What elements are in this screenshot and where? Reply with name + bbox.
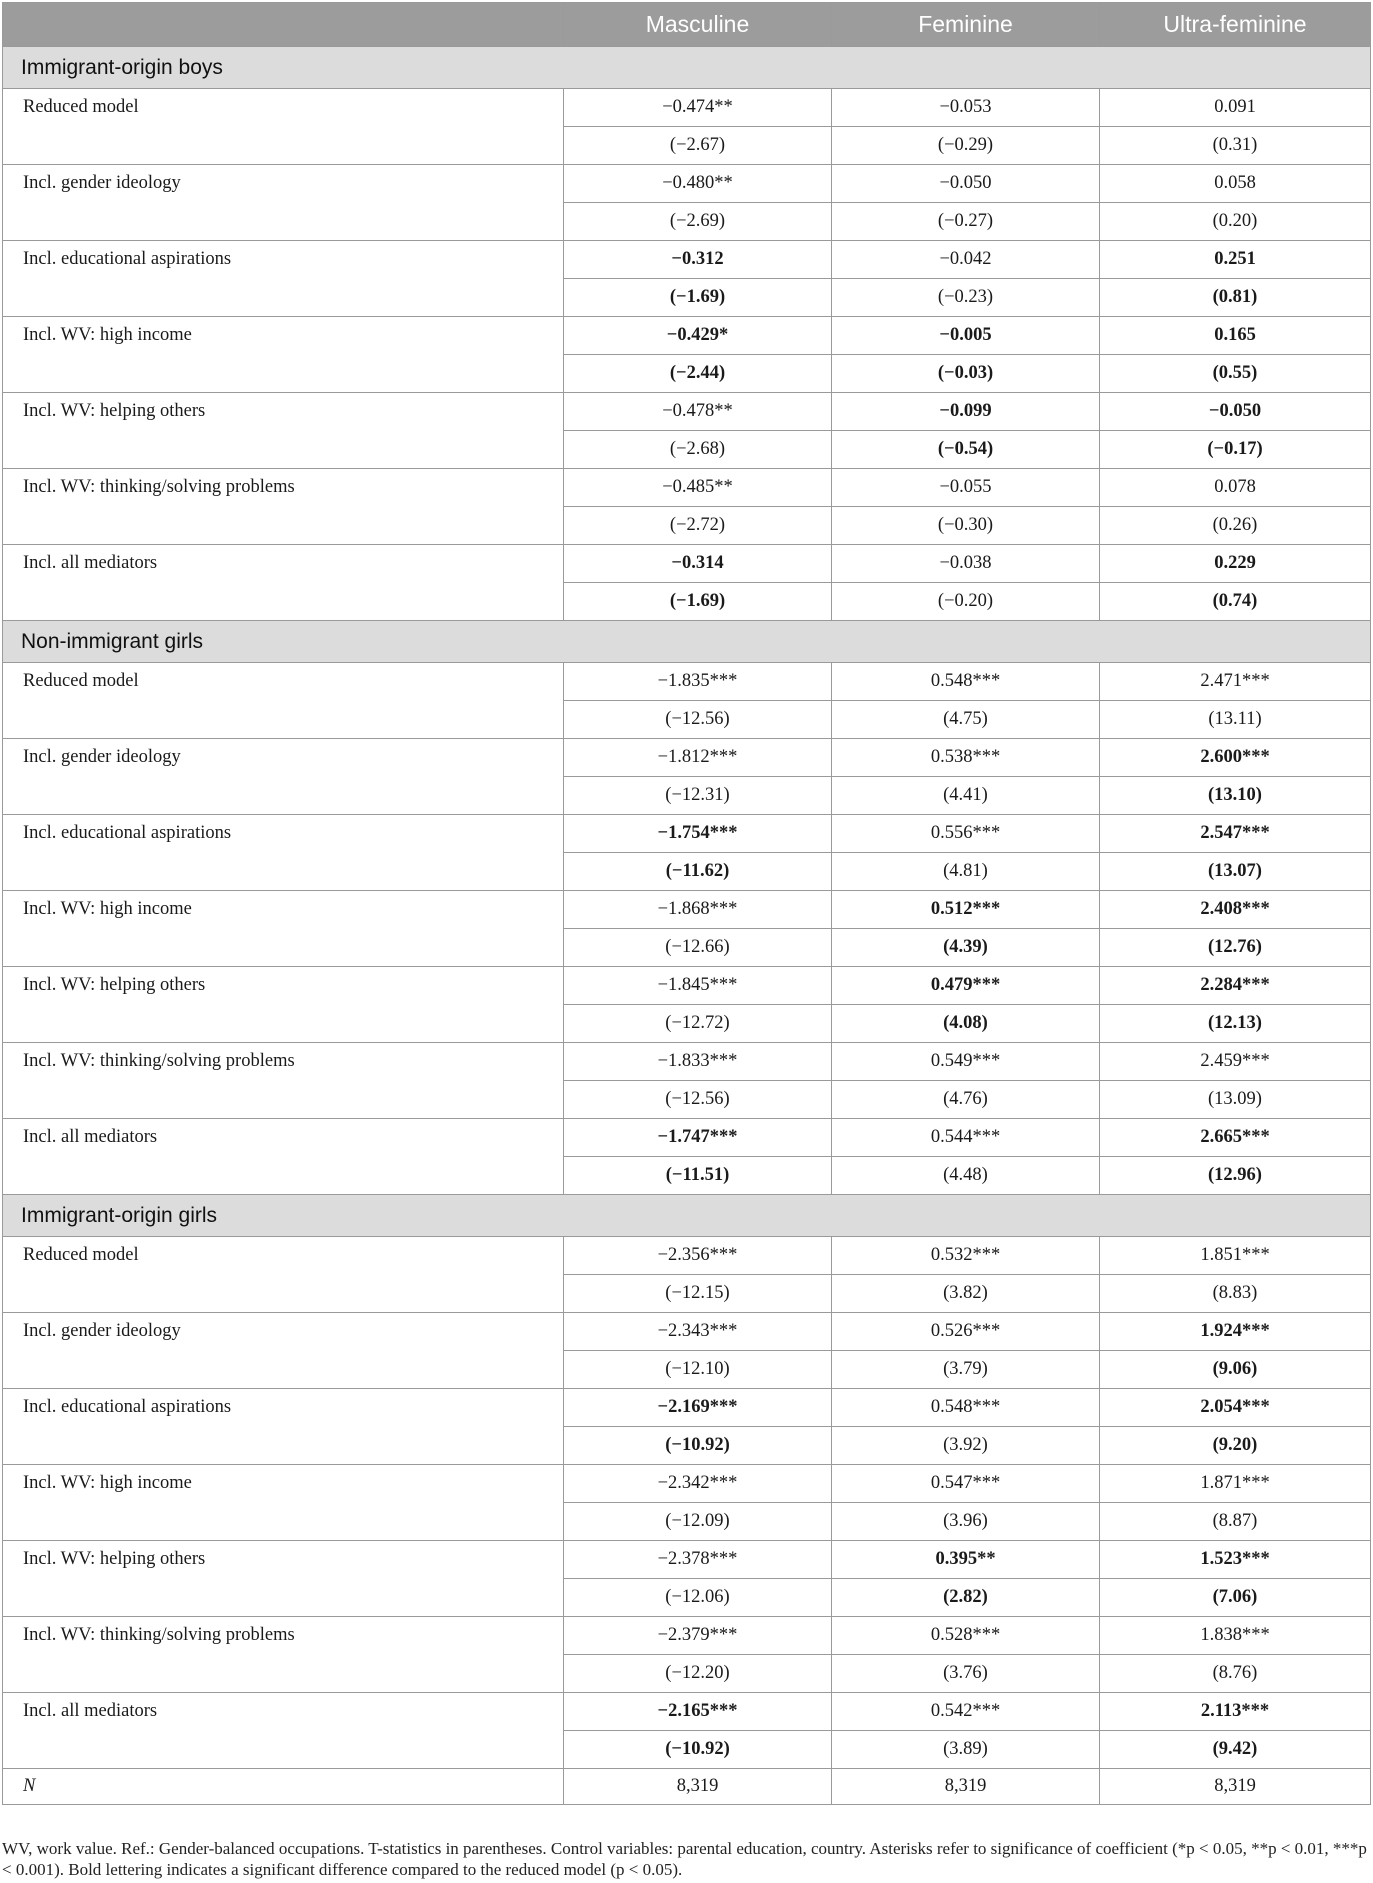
tstat-cell-feminine: (4.81) — [832, 853, 1100, 891]
tstat-cell-feminine: (2.82) — [832, 1579, 1100, 1617]
coef-cell-feminine: −0.038 — [832, 545, 1100, 583]
tstat-cell-feminine: (3.96) — [832, 1503, 1100, 1541]
coef-cell-ultra-feminine: 1.523*** — [1100, 1541, 1371, 1579]
tstat-cell-feminine: (3.89) — [832, 1731, 1100, 1769]
tstat-cell-ultra-feminine: (13.09) — [1100, 1081, 1371, 1119]
tstat-cell-feminine: (3.82) — [832, 1275, 1100, 1313]
coef-cell-feminine: 0.526*** — [832, 1313, 1100, 1351]
coef-cell-ultra-feminine: 2.600*** — [1100, 739, 1371, 777]
tstat-cell-masculine: (−12.56) — [564, 701, 832, 739]
coef-cell-masculine: −0.480** — [564, 165, 832, 203]
coef-cell-masculine: −2.356*** — [564, 1237, 832, 1275]
coef-cell-masculine: −2.169*** — [564, 1389, 832, 1427]
coef-cell-feminine: 0.549*** — [832, 1043, 1100, 1081]
tstat-cell-ultra-feminine: (0.74) — [1100, 583, 1371, 621]
coef-cell-feminine: 0.548*** — [832, 663, 1100, 701]
row-label: Reduced model — [3, 663, 564, 739]
tstat-cell-ultra-feminine: (12.96) — [1100, 1157, 1371, 1195]
row-label: Incl. all mediators — [3, 1119, 564, 1195]
tstat-cell-ultra-feminine: (−0.17) — [1100, 431, 1371, 469]
row-label: Incl. all mediators — [3, 1693, 564, 1769]
coef-cell-feminine: −0.050 — [832, 165, 1100, 203]
sample-size-ultra-feminine: 8,319 — [1100, 1769, 1371, 1805]
header-ultra-feminine: Ultra-feminine — [1100, 3, 1371, 47]
row-label: Incl. educational aspirations — [3, 1389, 564, 1465]
coef-cell-ultra-feminine: 2.054*** — [1100, 1389, 1371, 1427]
tstat-cell-feminine: (−0.23) — [832, 279, 1100, 317]
coef-cell-ultra-feminine: 2.113*** — [1100, 1693, 1371, 1731]
coef-cell-ultra-feminine: 0.165 — [1100, 317, 1371, 355]
tstat-cell-feminine: (4.76) — [832, 1081, 1100, 1119]
row-label: Incl. WV: high income — [3, 891, 564, 967]
row-label: Incl. WV: thinking/solving problems — [3, 1617, 564, 1693]
tstat-cell-feminine: (−0.20) — [832, 583, 1100, 621]
table-header — [3, 3, 1371, 47]
tstat-cell-feminine: (3.76) — [832, 1655, 1100, 1693]
table-row-coefficient — [3, 739, 1371, 777]
tstat-cell-feminine: (−0.54) — [832, 431, 1100, 469]
tstat-cell-feminine: (4.48) — [832, 1157, 1100, 1195]
coef-cell-feminine: 0.547*** — [832, 1465, 1100, 1503]
tstat-cell-masculine: (−12.09) — [564, 1503, 832, 1541]
row-label: Incl. gender ideology — [3, 165, 564, 241]
section-header-row — [3, 47, 1371, 89]
tstat-cell-masculine: (−2.67) — [564, 127, 832, 165]
row-label: Incl. gender ideology — [3, 1313, 564, 1389]
coef-cell-ultra-feminine: −0.050 — [1100, 393, 1371, 431]
table-body — [3, 47, 1371, 1805]
tstat-cell-feminine: (4.41) — [832, 777, 1100, 815]
header-blank-cell — [3, 3, 564, 47]
section-title: Immigrant-origin girls — [3, 1195, 1371, 1237]
row-label: Incl. educational aspirations — [3, 241, 564, 317]
tstat-cell-masculine: (−12.06) — [564, 1579, 832, 1617]
table-row-coefficient — [3, 1119, 1371, 1157]
tstat-cell-masculine: (−10.92) — [564, 1427, 832, 1465]
tstat-cell-feminine: (−0.30) — [832, 507, 1100, 545]
coef-cell-masculine: −1.747*** — [564, 1119, 832, 1157]
tstat-cell-masculine: (−12.72) — [564, 1005, 832, 1043]
tstat-cell-masculine: (−12.20) — [564, 1655, 832, 1693]
coef-cell-ultra-feminine: 2.284*** — [1100, 967, 1371, 1005]
tstat-cell-ultra-feminine: (9.42) — [1100, 1731, 1371, 1769]
tstat-cell-masculine: (−2.69) — [564, 203, 832, 241]
tstat-cell-feminine: (−0.03) — [832, 355, 1100, 393]
coef-cell-masculine: −1.812*** — [564, 739, 832, 777]
coef-cell-feminine: −0.042 — [832, 241, 1100, 279]
row-label: Reduced model — [3, 89, 564, 165]
tstat-cell-masculine: (−10.92) — [564, 1731, 832, 1769]
tstat-cell-feminine: (4.39) — [832, 929, 1100, 967]
regression-table — [2, 2, 1371, 1805]
coef-cell-feminine: 0.556*** — [832, 815, 1100, 853]
coef-cell-feminine: 0.538*** — [832, 739, 1100, 777]
tstat-cell-ultra-feminine: (7.06) — [1100, 1579, 1371, 1617]
coef-cell-masculine: −2.165*** — [564, 1693, 832, 1731]
table-row-coefficient — [3, 663, 1371, 701]
tstat-cell-masculine: (−1.69) — [564, 583, 832, 621]
table-row-coefficient — [3, 967, 1371, 1005]
tstat-cell-ultra-feminine: (13.11) — [1100, 701, 1371, 739]
coef-cell-masculine: −2.343*** — [564, 1313, 832, 1351]
tstat-cell-ultra-feminine: (13.07) — [1100, 853, 1371, 891]
row-label: Incl. WV: thinking/solving problems — [3, 469, 564, 545]
section-title: Non-immigrant girls — [3, 621, 1371, 663]
coef-cell-ultra-feminine: 0.078 — [1100, 469, 1371, 507]
row-label: Incl. WV: high income — [3, 317, 564, 393]
row-label: Incl. WV: helping others — [3, 1541, 564, 1617]
table-footnote: WV, work value. Ref.: Gender-balanced occupations. T-statistics in parentheses. Control variables: parental education, country. Asterisks refer to significance of coefficient (*p < 0.05, **p < 0.01, ***p < 0.001). Bold lettering indicates a significant difference compared to the reduced model (p < 0.05). — [2, 1839, 1367, 1879]
coef-cell-feminine: 0.542*** — [832, 1693, 1100, 1731]
tstat-cell-feminine: (3.92) — [832, 1427, 1100, 1465]
coef-cell-feminine: 0.479*** — [832, 967, 1100, 1005]
coef-cell-masculine: −2.342*** — [564, 1465, 832, 1503]
coef-cell-feminine: 0.548*** — [832, 1389, 1100, 1427]
table-row-coefficient — [3, 1541, 1371, 1579]
tstat-cell-feminine: (4.75) — [832, 701, 1100, 739]
tstat-cell-ultra-feminine: (0.31) — [1100, 127, 1371, 165]
coef-cell-ultra-feminine: 1.924*** — [1100, 1313, 1371, 1351]
row-label: Reduced model — [3, 1237, 564, 1313]
tstat-cell-feminine: (4.08) — [832, 1005, 1100, 1043]
row-label: Incl. WV: helping others — [3, 393, 564, 469]
table-row-coefficient — [3, 241, 1371, 279]
coef-cell-masculine: −1.835*** — [564, 663, 832, 701]
tstat-cell-ultra-feminine: (8.83) — [1100, 1275, 1371, 1313]
tstat-cell-ultra-feminine: (12.76) — [1100, 929, 1371, 967]
row-label: Incl. gender ideology — [3, 739, 564, 815]
coef-cell-masculine: −1.845*** — [564, 967, 832, 1005]
coef-cell-ultra-feminine: 0.058 — [1100, 165, 1371, 203]
table-row-coefficient — [3, 1693, 1371, 1731]
tstat-cell-masculine: (−11.51) — [564, 1157, 832, 1195]
table-row-coefficient — [3, 1313, 1371, 1351]
coef-cell-masculine: −0.485** — [564, 469, 832, 507]
coef-cell-ultra-feminine: 0.229 — [1100, 545, 1371, 583]
row-label: Incl. educational aspirations — [3, 815, 564, 891]
coef-cell-masculine: −0.474** — [564, 89, 832, 127]
row-label: Incl. WV: high income — [3, 1465, 564, 1541]
coef-cell-ultra-feminine: 1.871*** — [1100, 1465, 1371, 1503]
section-header-row — [3, 1195, 1371, 1237]
tstat-cell-ultra-feminine: (13.10) — [1100, 777, 1371, 815]
tstat-cell-ultra-feminine: (9.06) — [1100, 1351, 1371, 1389]
coef-cell-feminine: −0.053 — [832, 89, 1100, 127]
table-row-coefficient — [3, 393, 1371, 431]
table-row-coefficient — [3, 1617, 1371, 1655]
header-feminine: Feminine — [832, 3, 1100, 47]
coef-cell-ultra-feminine: 1.851*** — [1100, 1237, 1371, 1275]
sample-size-feminine: 8,319 — [832, 1769, 1100, 1805]
tstat-cell-ultra-feminine: (8.87) — [1100, 1503, 1371, 1541]
coef-cell-feminine: −0.005 — [832, 317, 1100, 355]
tstat-cell-masculine: (−2.68) — [564, 431, 832, 469]
tstat-cell-ultra-feminine: (0.26) — [1100, 507, 1371, 545]
tstat-cell-ultra-feminine: (0.55) — [1100, 355, 1371, 393]
table-row-coefficient — [3, 891, 1371, 929]
coef-cell-masculine: −1.868*** — [564, 891, 832, 929]
coef-cell-ultra-feminine: 2.665*** — [1100, 1119, 1371, 1157]
tstat-cell-feminine: (3.79) — [832, 1351, 1100, 1389]
coef-cell-ultra-feminine: 2.459*** — [1100, 1043, 1371, 1081]
table-row-coefficient — [3, 89, 1371, 127]
coef-cell-feminine: 0.395** — [832, 1541, 1100, 1579]
coef-cell-masculine: −2.378*** — [564, 1541, 832, 1579]
tstat-cell-feminine: (−0.29) — [832, 127, 1100, 165]
tstat-cell-ultra-feminine: (8.76) — [1100, 1655, 1371, 1693]
coef-cell-ultra-feminine: 1.838*** — [1100, 1617, 1371, 1655]
table-row-coefficient — [3, 1389, 1371, 1427]
coef-cell-masculine: −0.429* — [564, 317, 832, 355]
coef-cell-masculine: −0.478** — [564, 393, 832, 431]
table-row-coefficient — [3, 815, 1371, 853]
coef-cell-masculine: −0.314 — [564, 545, 832, 583]
table-row-coefficient — [3, 317, 1371, 355]
coef-cell-feminine: 0.532*** — [832, 1237, 1100, 1275]
section-header-row — [3, 621, 1371, 663]
tstat-cell-ultra-feminine: (12.13) — [1100, 1005, 1371, 1043]
table-row-coefficient — [3, 545, 1371, 583]
tstat-cell-masculine: (−12.15) — [564, 1275, 832, 1313]
coef-cell-ultra-feminine: 2.547*** — [1100, 815, 1371, 853]
row-label: Incl. all mediators — [3, 545, 564, 621]
tstat-cell-ultra-feminine: (0.20) — [1100, 203, 1371, 241]
tstat-cell-ultra-feminine: (9.20) — [1100, 1427, 1371, 1465]
table-row-coefficient — [3, 1043, 1371, 1081]
coef-cell-feminine: 0.544*** — [832, 1119, 1100, 1157]
tstat-cell-masculine: (−2.44) — [564, 355, 832, 393]
sample-size-masculine: 8,319 — [564, 1769, 832, 1805]
tstat-cell-masculine: (−2.72) — [564, 507, 832, 545]
coef-cell-masculine: −0.312 — [564, 241, 832, 279]
tstat-cell-masculine: (−1.69) — [564, 279, 832, 317]
row-label: Incl. WV: helping others — [3, 967, 564, 1043]
tstat-cell-masculine: (−12.10) — [564, 1351, 832, 1389]
coef-cell-feminine: −0.055 — [832, 469, 1100, 507]
coef-cell-ultra-feminine: 0.251 — [1100, 241, 1371, 279]
coef-cell-masculine: −2.379*** — [564, 1617, 832, 1655]
coef-cell-ultra-feminine: 0.091 — [1100, 89, 1371, 127]
coef-cell-feminine: 0.512*** — [832, 891, 1100, 929]
sample-size-label: N — [3, 1769, 564, 1805]
tstat-cell-masculine: (−12.31) — [564, 777, 832, 815]
row-label: Incl. WV: thinking/solving problems — [3, 1043, 564, 1119]
sample-size-row — [3, 1769, 1371, 1805]
table-row-coefficient — [3, 469, 1371, 507]
table-row-coefficient — [3, 1465, 1371, 1503]
coef-cell-masculine: −1.833*** — [564, 1043, 832, 1081]
tstat-cell-masculine: (−12.66) — [564, 929, 832, 967]
coef-cell-ultra-feminine: 2.408*** — [1100, 891, 1371, 929]
tstat-cell-ultra-feminine: (0.81) — [1100, 279, 1371, 317]
tstat-cell-masculine: (−11.62) — [564, 853, 832, 891]
table-row-coefficient — [3, 1237, 1371, 1275]
header-masculine: Masculine — [564, 3, 832, 47]
tstat-cell-feminine: (−0.27) — [832, 203, 1100, 241]
table-row-coefficient — [3, 165, 1371, 203]
coef-cell-ultra-feminine: 2.471*** — [1100, 663, 1371, 701]
section-title: Immigrant-origin boys — [3, 47, 1371, 89]
coef-cell-feminine: −0.099 — [832, 393, 1100, 431]
coef-cell-feminine: 0.528*** — [832, 1617, 1100, 1655]
tstat-cell-masculine: (−12.56) — [564, 1081, 832, 1119]
coef-cell-masculine: −1.754*** — [564, 815, 832, 853]
